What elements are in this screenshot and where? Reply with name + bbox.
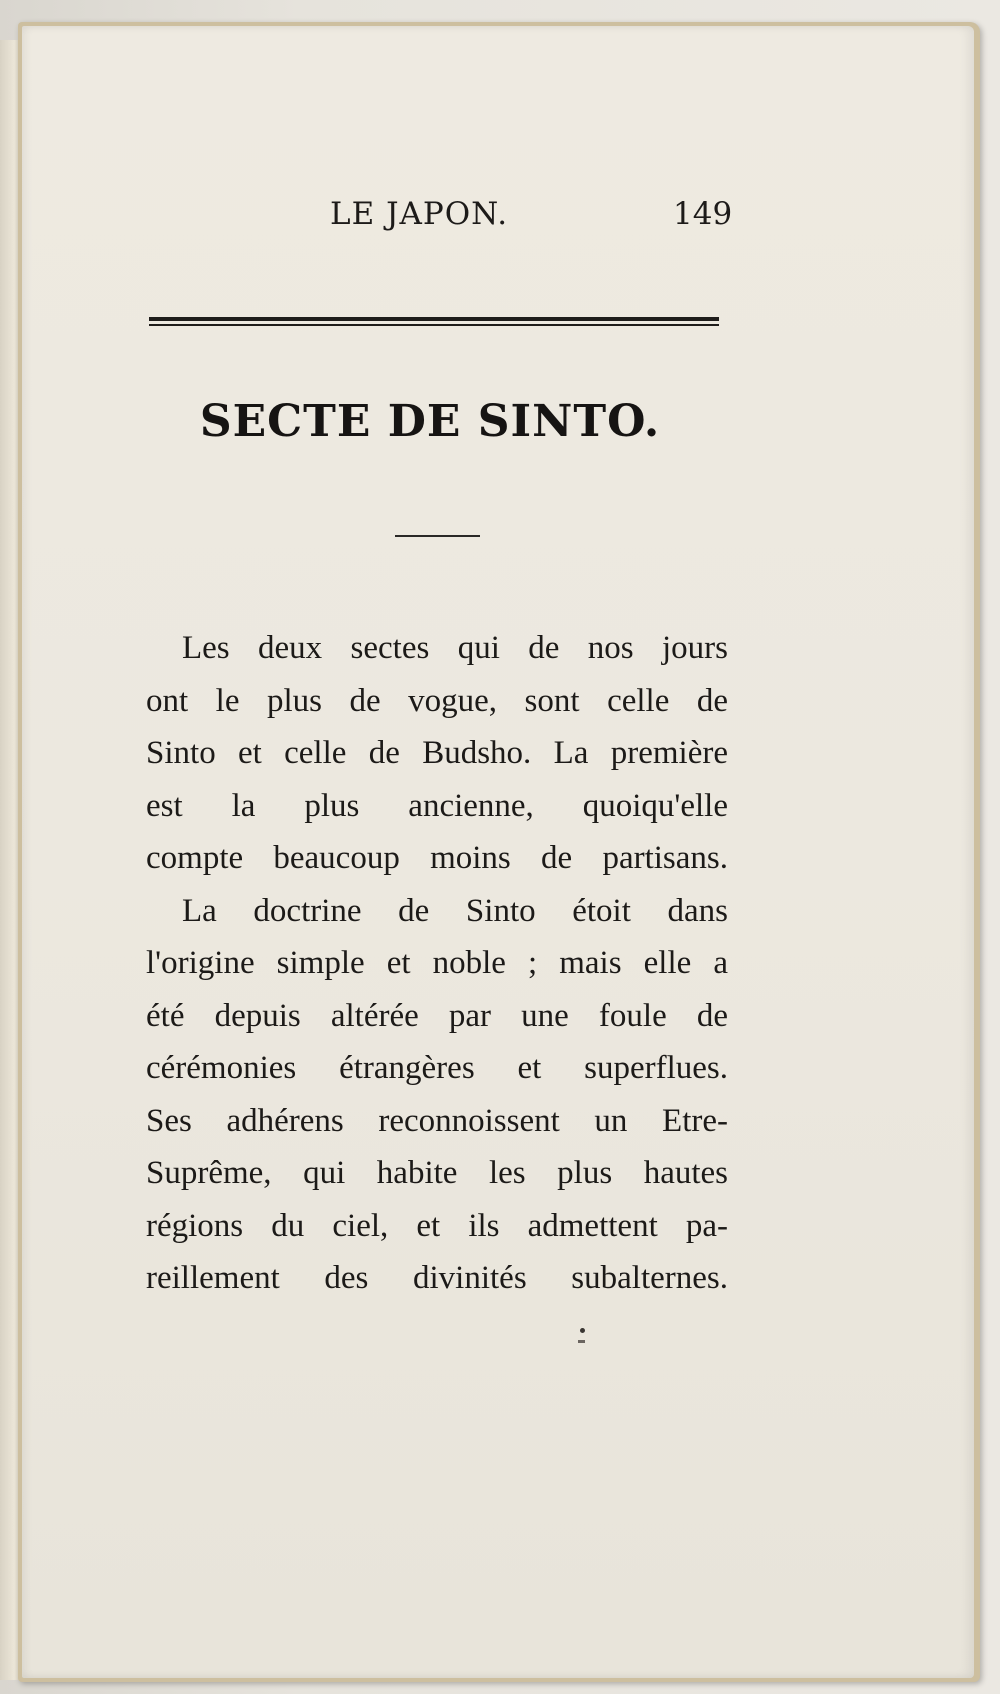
print-mark bbox=[580, 1328, 585, 1333]
header-rule-thick bbox=[149, 317, 719, 321]
text-line: Suprême, qui habite les plus hautes bbox=[146, 1155, 728, 1191]
text-line: compte beaucoup moins de partisans. bbox=[146, 840, 728, 876]
text-line: Sinto et celle de Budsho. La première bbox=[146, 735, 728, 771]
text-line: régions du ciel, et ils admettent pa- bbox=[146, 1207, 728, 1244]
running-head: LE JAPON. bbox=[330, 196, 509, 232]
text-line: l'origine simple et noble ; mais elle a bbox=[146, 945, 728, 981]
text-line: ont le plus de vogue, sont celle de bbox=[146, 682, 728, 719]
title-ornament-rule bbox=[395, 535, 480, 537]
page-number: 149 bbox=[673, 196, 733, 232]
section-title: SECTE DE SINTO. bbox=[199, 396, 661, 447]
text-line: La doctrine de Sinto étoit dans bbox=[182, 892, 728, 929]
text-line: Les deux sectes qui de nos jours bbox=[182, 630, 728, 666]
print-mark bbox=[578, 1340, 585, 1343]
header-rule-thin bbox=[149, 324, 719, 326]
text-line: été depuis altérée par une foule de bbox=[146, 997, 728, 1034]
body-paragraphs bbox=[146, 622, 728, 1305]
text-line: cérémonies étrangères et superflues. bbox=[146, 1050, 728, 1086]
text-line: est la plus ancienne, quoiqu'elle bbox=[146, 787, 728, 824]
text-line: reillement des divinités subalternes. bbox=[146, 1260, 728, 1296]
text-line: Ses adhérens reconnoissent un Etre- bbox=[146, 1102, 728, 1139]
